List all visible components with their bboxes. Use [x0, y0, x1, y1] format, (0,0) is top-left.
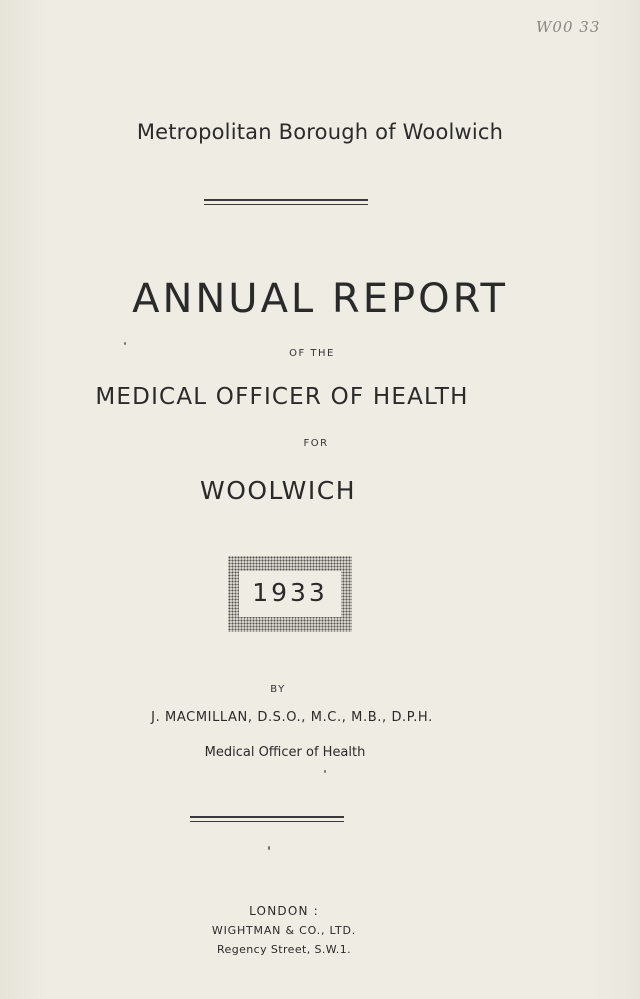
borough-heading: Metropolitan Borough of Woolwich	[136, 120, 504, 144]
report-year: 1933	[252, 578, 328, 607]
divider-top-upper	[204, 199, 368, 201]
office-title: MEDICAL OFFICER OF HEALTH	[95, 384, 469, 410]
place-title: WOOLWICH	[199, 476, 357, 505]
author-name: J. MACMILLAN, D.S.O., M.C., M.B., D.P.H.	[151, 710, 433, 725]
paper-speck	[268, 846, 270, 850]
by-label: BY	[270, 684, 286, 695]
paper-speck	[124, 342, 126, 345]
author-position: Medical Officer of Health	[204, 745, 366, 760]
of-the-label: OF THE	[289, 348, 335, 359]
year-panel	[239, 571, 341, 617]
report-title: ANNUAL REPORT	[132, 276, 508, 322]
divider-top-lower	[204, 204, 368, 205]
divider-bottom-lower	[190, 821, 344, 822]
paper-speck	[324, 770, 326, 773]
imprint-publisher: WIGHTMAN & CO., LTD.	[211, 924, 357, 937]
imprint-address: Regency Street, S.W.1.	[217, 943, 351, 956]
year-stippled-frame	[228, 556, 352, 632]
imprint-city: LONDON :	[249, 904, 319, 918]
for-label: FOR	[303, 438, 329, 449]
divider-bottom-upper	[190, 816, 344, 818]
archive-reference-mark: W00 33	[536, 18, 601, 36]
